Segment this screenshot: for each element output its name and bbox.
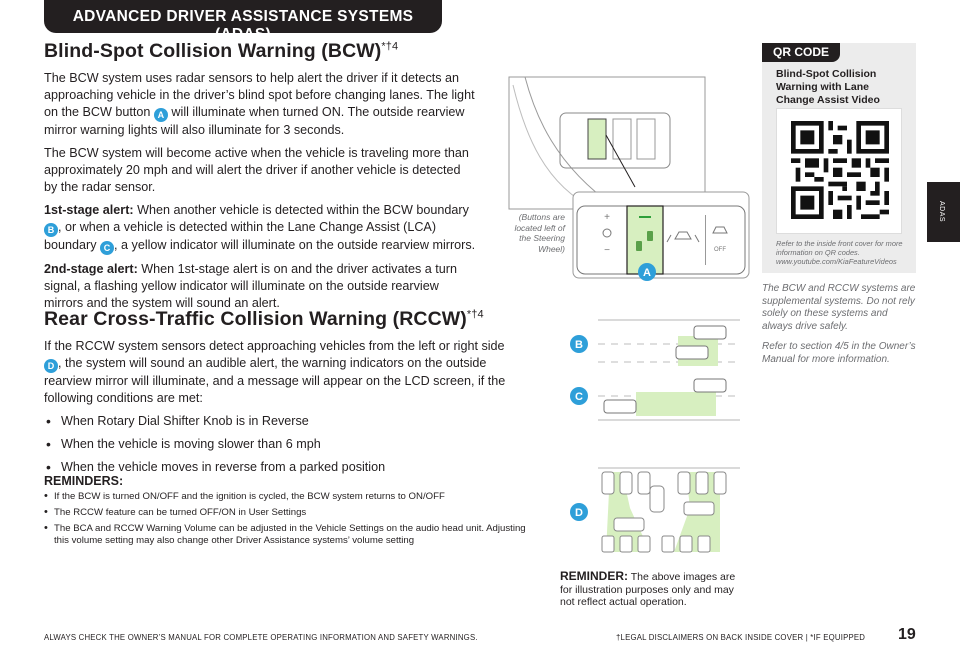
badge-a: A: [643, 267, 651, 279]
footer-legal: †LEGAL DISCLAIMERS ON BACK INSIDE COVER | *IF EQUIPPED: [616, 633, 866, 642]
section-header: [44, 0, 442, 43]
rccw-condition: • When Rotary Dial Shifter Knob is in Reverse: [44, 413, 514, 430]
bcw-body: [44, 70, 476, 318]
reminders-list: [44, 491, 534, 551]
lane-diagram: [570, 316, 742, 426]
bcw-para-1: The BCW system uses radar sensors to help alert the driver if it detects an approaching vehicle in the driver’s blind spot before changing lanes. The light on the BCW button A will illuminate when turned ON. The outside rearview mirror warning lights will also illuminate for 3 seconds.: [44, 71, 475, 137]
badge-d: D: [44, 359, 58, 373]
image-reminder: REMINDER: The above images are for illustration purposes only and may not reflect actual operation.: [560, 569, 736, 608]
adas-side-tab: ADAS: [927, 182, 960, 242]
rccw-para-1: If the RCCW system sensors detect approaching vehicles from the left or right side D , the system will sound an audible alert, the warning indicators on the outside rearview mirror will illuminate, and a message will appear on the LCD screen, if the following conditions are met:: [44, 339, 506, 405]
section-title: ADVANCED DRIVER ASSISTANCE SYSTEMS (ADAS): [72, 8, 414, 43]
qr-title: Blind-Spot Collision Warning with Lane Change Assist Video: [776, 68, 880, 106]
svg-text:+: +: [604, 212, 610, 223]
bcw-para-3: 1st-stage alert: When another vehicle is detected within the BCW boundary B , or when a vehicle is detected within the Lane Change Assist (LCA) boundary C , a yellow indicator will illuminate on the outside rearview mirrors.: [44, 203, 476, 253]
badge-d: D: [575, 507, 583, 519]
rccw-body: [44, 338, 514, 482]
reminder-item: • The BCA and RCCW Warning Volume can be adjusted in the Vehicle Settings on the audio head unit. Adjusting this volume setting may also change other Driver Assistance systems’ volume setting: [44, 523, 534, 547]
rccw-condition: • When the vehicle is moving slower than 6 mph: [44, 436, 514, 453]
rccw-conditions: [44, 413, 514, 476]
bcw-para-2: The BCW system will become active when the vehicle is traveling more than approximately 20 mph and will alert the driver if another vehicle is detected by the radar sensor.: [44, 146, 469, 194]
svg-text:−: −: [604, 245, 610, 256]
badge-a: A: [154, 108, 168, 122]
badge-b: B: [575, 339, 583, 351]
rccw-condition: • When the vehicle moves in reverse from a parked position: [44, 459, 514, 476]
footer-warning: ALWAYS CHECK THE OWNER’S MANUAL FOR COMPLETE OPERATING INFORMATION AND SAFETY WARNINGS.: [44, 633, 478, 642]
qr-tab: QR CODE: [762, 43, 840, 62]
page-number: 19: [898, 626, 916, 643]
bcw-heading: Blind-Spot Collision Warning (BCW)$^{*\dagger 4}$: [44, 40, 399, 62]
bcw-para-4: 2nd-stage alert: When 1st-stage alert is on and the driver activates a turn signal, a flashing yellow indicator will illuminate on the outside rearview mirrors and the system will sound an alert.: [44, 262, 457, 310]
reminders-heading: REMINDERS:: [44, 474, 124, 488]
parking-diagram: [570, 466, 742, 558]
side-note-supplemental: The BCW and RCCW systems are supplemental systems. Do not rely solely on these systems and always drive safely.: [762, 283, 916, 332]
reminder-item: • If the BCW is turned ON/OFF and the ignition is cycled, the BCW system returns to ON/OFF: [44, 491, 534, 503]
reminder-item: • The RCCW feature can be turned OFF/ON in User Settings: [44, 507, 534, 519]
badge-c: C: [100, 241, 114, 255]
qr-code-icon: [791, 121, 889, 219]
figure-caption: (Buttons are located left of the Steering Wheel): [514, 212, 565, 254]
qr-url[interactable]: www.youtube.com/KiaFeatureVideos: [776, 257, 897, 266]
qr-note: Refer to the inside front cover for more information on QR codes. www.youtube.com/KiaFeatureVideos: [776, 239, 912, 266]
off-label: OFF: [714, 247, 726, 253]
badge-b: B: [44, 223, 58, 237]
badge-c: C: [575, 391, 583, 403]
rccw-heading: Rear Cross-Traffic Collision Warning (RCCW)$^{*\dagger 4}$: [44, 308, 484, 330]
side-note-manual: Refer to section 4/5 in the Owner’s Manual for more information.: [762, 341, 916, 365]
qr-code[interactable]: [776, 108, 902, 234]
